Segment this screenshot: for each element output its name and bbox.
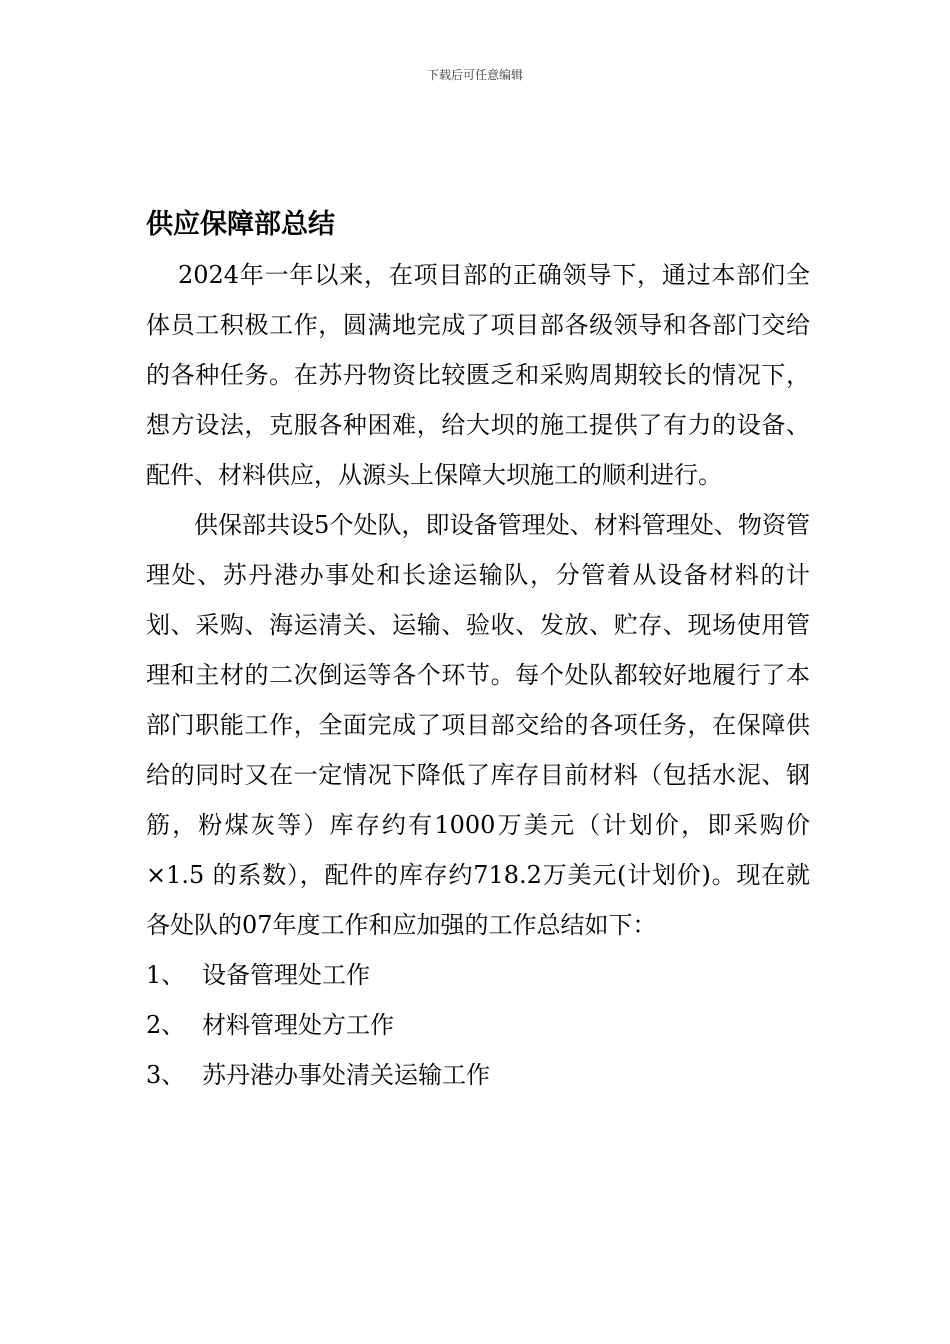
list-item-text: 材料管理处方工作 — [202, 1011, 394, 1039]
list-item — [146, 1000, 810, 1050]
paragraph-intro: 2024年一年以来，在项目部的正确领导下，通过本部们全体员工积极工作，圆满地完成了项目部各级领导和各部门交给的各种任务。在苏丹物资比较匮乏和采购周期较长的情况下，想方设法，克服各种困难，给大坝的施工提供了有力的设备、配件、材料供应，从源头上保障大坝施工的顺利进行。 — [146, 261, 810, 489]
list-item — [146, 1050, 810, 1100]
section-list — [146, 950, 810, 1100]
list-item-number: 2、 — [146, 1011, 186, 1039]
document-title: 供应保障部总结 — [146, 209, 335, 240]
list-item-number: 1、 — [146, 961, 186, 989]
list-item-number: 3、 — [146, 1061, 186, 1089]
document-body — [146, 200, 810, 1100]
download-note: 下载后可任意编辑 — [426, 68, 523, 82]
list-item-text: 设备管理处工作 — [202, 961, 370, 989]
list-item — [146, 950, 810, 1000]
paragraph-departments: 供保部共设5个处队，即设备管理处、材料管理处、物资管理处、苏丹港办事处和长途运输队，分管着从设备材料的计划、采购、海运清关、运输、验收、发放、贮存、现场使用管理和主材的二次倒运等各个环节。每个处队都较好地履行了本部门职能工作，全面完成了项目部交给的各项任务，在保障供给的同时又在一定情况下降低了库存目前材料（包括水泥、钢筋，粉煤灰等）库存约有1000万美元（计划价，即采购价×1.5 的系数），配件的库存约718.2万美元(计划价)。现在就各处队的07年度工作和应加强的工作总结如下： — [146, 511, 810, 939]
list-item-text: 苏丹港办事处清关运输工作 — [202, 1061, 490, 1089]
